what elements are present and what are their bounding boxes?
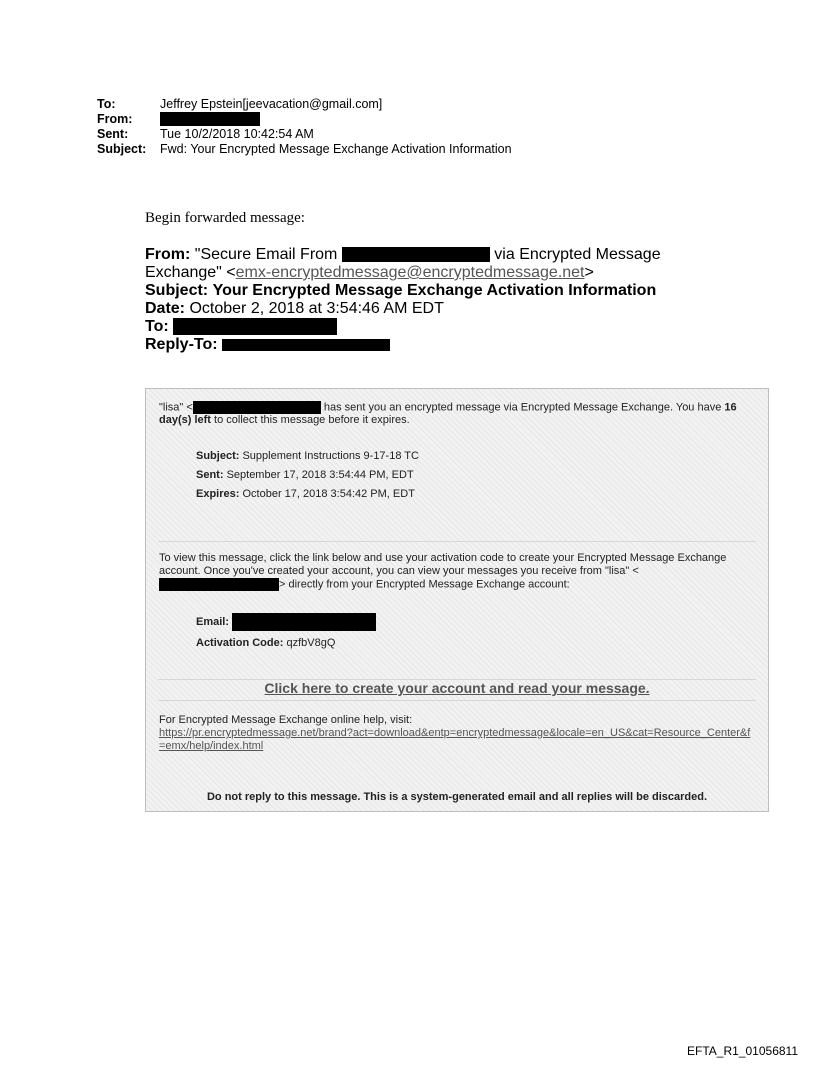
fwd-from-close: > (584, 264, 594, 281)
redaction-bar (159, 578, 279, 591)
begin-forwarded-text: Begin forwarded message: (145, 210, 305, 226)
from-label: From: (97, 112, 133, 126)
info-sent-value: September 17, 2018 3:54:44 PM, EDT (226, 469, 414, 481)
subject-value: Fwd: Your Encrypted Message Exchange Activation Information (160, 142, 512, 156)
header-to-row (97, 97, 512, 112)
activation-label: Activation Code: (196, 637, 284, 649)
header-sent-row (97, 127, 512, 142)
days-left: 16 day(s) left (159, 401, 737, 427)
redaction-bar (160, 112, 260, 126)
view-lt: < (632, 565, 639, 577)
divider (158, 541, 756, 542)
header-from-row (97, 112, 512, 127)
help-section (159, 714, 753, 753)
fwd-from-label: From: (145, 246, 191, 263)
forwarded-header (145, 246, 705, 354)
email-header (97, 97, 512, 157)
fwd-date-label: Date: (145, 300, 186, 317)
fwd-to-line (145, 318, 705, 336)
view-text: To view this message, click the link below and use your activation code to create your Encrypted Message Exchange account. Once you've created your account, you can view your messages you receive from "lisa" (159, 552, 727, 577)
sent-label: Sent: (97, 127, 129, 141)
intro-tail: to collect this message before it expires. (214, 414, 410, 427)
redaction-bar (342, 247, 490, 262)
fwd-subject-line (145, 282, 705, 300)
info-expires-label: Expires: (196, 488, 240, 500)
fwd-replyto-line (145, 336, 705, 354)
fwd-from-mid: via Encrypted Message Exchange" < (145, 246, 661, 281)
fwd-date-value: October 2, 2018 at 3:54:46 AM EDT (189, 300, 444, 317)
create-account-link[interactable]: Click here to create your account and read your message. (264, 680, 650, 696)
fwd-date-line (145, 300, 705, 318)
info-subject-value: Supplement Instructions 9-17-18 TC (242, 450, 419, 462)
sent-value: Tue 10/2/2018 10:42:54 AM (160, 127, 314, 141)
info-expires (196, 488, 419, 501)
info-expires-value: October 17, 2018 3:54:42 PM, EDT (242, 488, 415, 500)
redaction-bar (193, 401, 321, 414)
message-info (196, 450, 419, 507)
help-text: For Encrypted Message Exchange online help, visit: (159, 714, 413, 726)
activation-row (196, 637, 376, 650)
intro-sender: "lisa" < (159, 401, 193, 414)
view-instructions (159, 552, 753, 591)
fwd-subject-value: Your Encrypted Message Exchange Activation Information (212, 282, 657, 299)
header-subject-row (97, 142, 512, 157)
intro-paragraph (159, 401, 749, 427)
email-label: Email: (196, 615, 230, 628)
fwd-from-prefix: "Secure Email From (194, 246, 338, 263)
view-tail: > directly from your Encrypted Message Exchange account: (279, 578, 570, 591)
activation-code: qzfbV8gQ (286, 637, 336, 649)
info-sent-label: Sent: (196, 469, 224, 481)
to-value: Jeffrey Epstein[jeevacation@gmail.com] (160, 97, 383, 111)
fwd-from-email-link[interactable]: emx-encryptedmessage@encryptedmessage.net (235, 264, 585, 281)
encrypted-message-box (145, 388, 769, 812)
redaction-bar (232, 613, 376, 631)
no-reply-notice: Do not reply to this message. This is a system-generated email and all replies will be discarded. (206, 791, 708, 803)
intro-text: has sent you an encrypted message via Encrypted Message Exchange. You have (323, 401, 722, 414)
subject-label: Subject: (97, 142, 147, 156)
redaction-bar (173, 318, 337, 335)
fwd-subject-label: Subject: (145, 282, 209, 299)
info-subject-label: Subject: (196, 450, 240, 462)
account-info (196, 613, 376, 656)
document-id: EFTA_R1_01056811 (687, 1044, 798, 1058)
help-link[interactable]: https://pr.encryptedmessage.net/brand?act=download&entp=encryptedmessage&locale=en_US&cat=Resource_Center&f=emx/help/index.html (159, 727, 751, 752)
info-sent (196, 469, 419, 482)
info-subject (196, 450, 419, 463)
fwd-replyto-label: Reply-To: (145, 336, 218, 353)
fwd-from-line (145, 246, 705, 282)
divider (158, 700, 756, 701)
redaction-bar (222, 339, 390, 351)
email-row (196, 613, 376, 631)
to-label: To: (97, 97, 116, 111)
fwd-to-label: To: (145, 318, 169, 335)
